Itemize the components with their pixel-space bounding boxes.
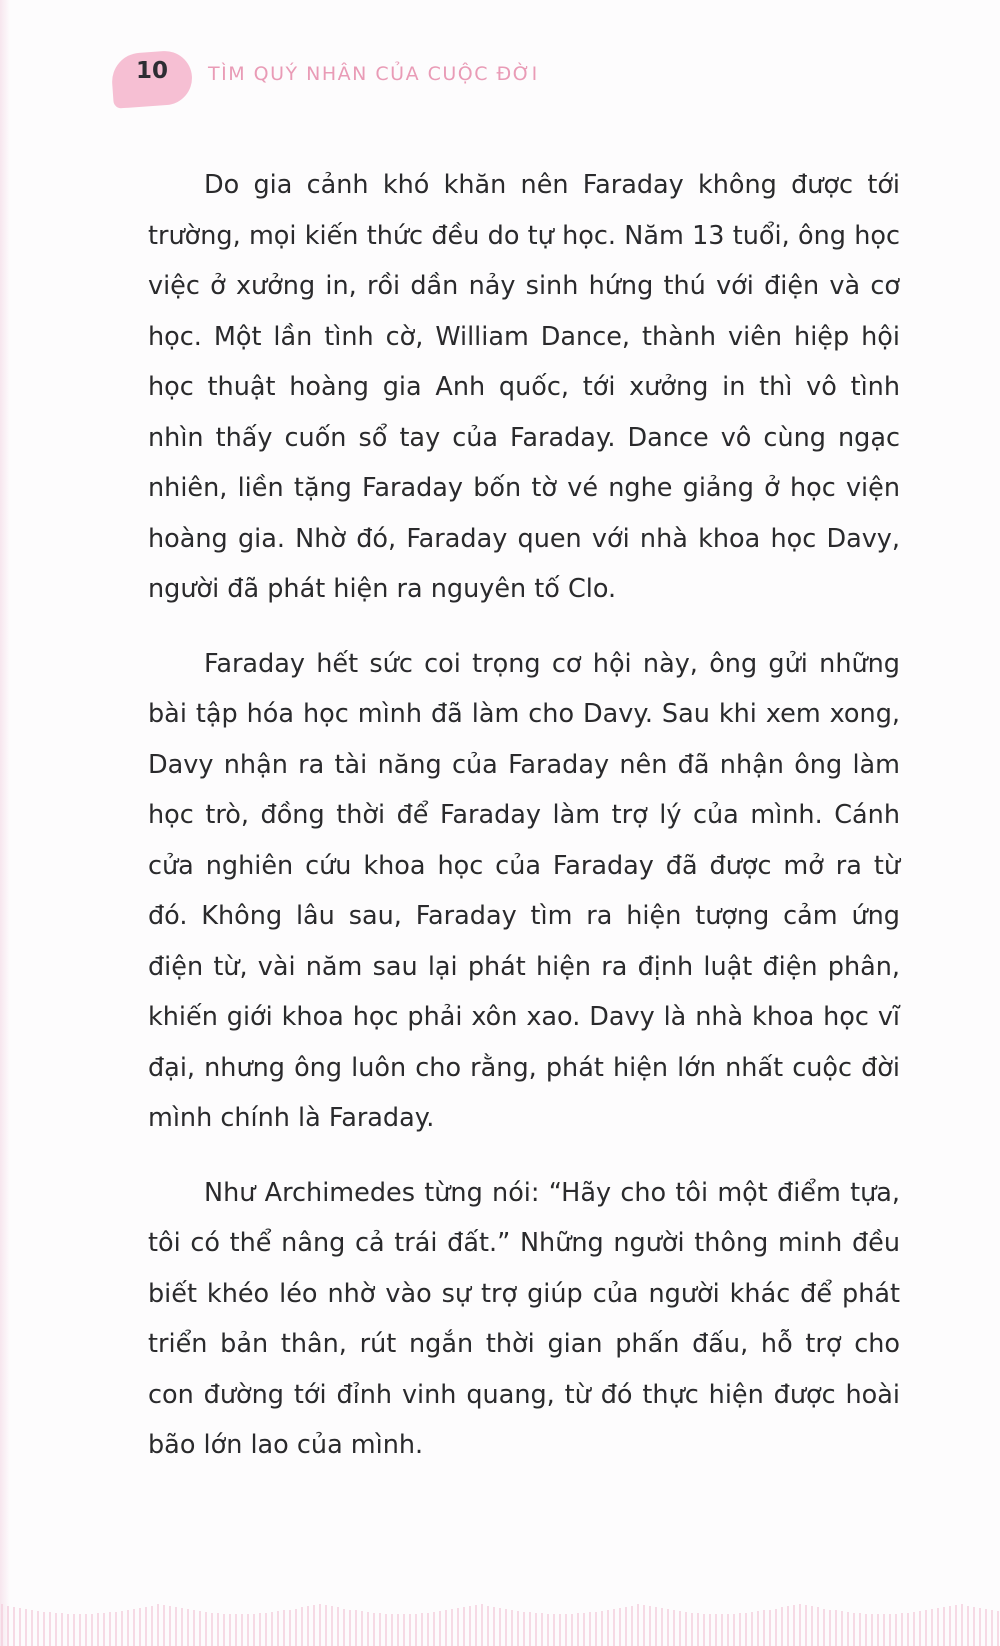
body-text [148,160,900,1495]
page-header [112,50,812,110]
paragraph-3: Như Archimedes từng nói: “Hãy cho tôi một điểm tựa, tôi có thể nâng cả trái đất.” Những người thông minh đều biết khéo léo nhờ vào sự trợ giúp của người khác để phát triển bản thân, rút ngắn thời gian phấn đấu, hỗ trợ cho con đường tới đỉnh vinh quang, từ đó thực hiện được hoài bão lớn lao của mình. [148,1177,900,1460]
paragraph-2: Faraday hết sức coi trọng cơ hội này, ông gửi những bài tập hóa học mình đã làm cho Davy. Sau khi xem xong, Davy nhận ra tài năng của Faraday nên đã nhận ông làm học trò, đồng thời để Faraday làm trợ lý của mình. Cánh cửa nghiên cứu khoa học của Faraday đã được mở ra từ đó. Không lâu sau, Faraday tìm ra hiện tượng cảm ứng điện từ, vài năm sau lại phát hiện ra định luật điện phân, khiến giới khoa học phải xôn xao. Davy là nhà khoa học vĩ đại, nhưng ông luôn cho rằng, phát hiện lớn nhất cuộc đời mình chính là Faraday. [148,648,900,1133]
footer-decorative-pattern [0,1590,1000,1646]
page-number: 10 [135,58,168,84]
running-title: TÌM QUÝ NHÂN CỦA CUỘC ĐỜI [208,63,539,85]
page-edge-tint [0,0,10,1646]
paragraph-1: Do gia cảnh khó khăn nên Faraday không được tới trường, mọi kiến thức đều do tự học. Năm 13 tuổi, ông học việc ở xưởng in, rồi dần nảy sinh hứng thú với điện và cơ học. Một lần tình cờ, William Dance, thành viên hiệp hội học thuật hoàng gia Anh quốc, tới xưởng in thì vô tình nhìn thấy cuốn sổ tay của Faraday. Dance vô cùng ngạc nhiên, liền tặng Faraday bốn tờ vé nghe giảng ở học viện hoàng gia. Nhờ đó, Faraday quen với nhà khoa học Davy, người đã phát hiện ra nguyên tố Clo. [148,170,900,604]
